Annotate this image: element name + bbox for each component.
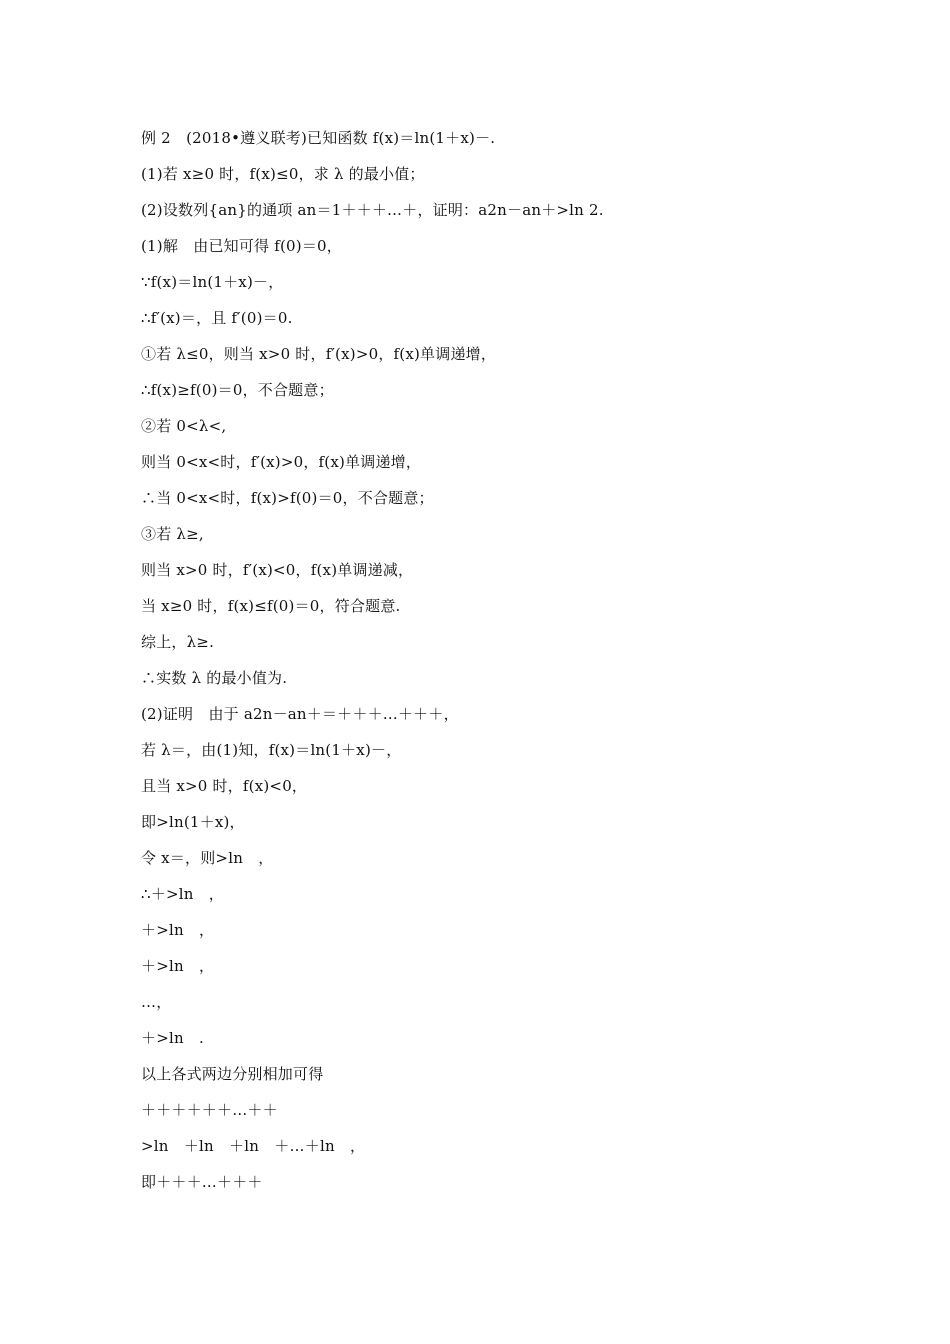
text-line: ∴f′(x)＝，且 f′(0)＝0. [141, 309, 293, 327]
text-line: >ln ＋ln ＋ln ＋…＋ln ， [141, 1137, 366, 1155]
text-line: ＋>ln ， [141, 957, 215, 975]
text-line: 且当 x>0 时，f(x)<0， [141, 777, 308, 795]
text-line: ＋>ln . [141, 1029, 204, 1047]
text-line: ∴＋>ln ， [141, 885, 224, 903]
text-line: (2)设数列{an}的通项 an＝1＋＋＋…＋，证明：a2n－an＋>ln 2. [141, 201, 604, 219]
text-line: 以上各式两边分别相加可得 [141, 1065, 324, 1083]
text-line: 则当 x>0 时，f′(x)<0，f(x)单调递减， [141, 561, 414, 579]
text-line: ∵f(x)＝ln(1＋x)－， [141, 273, 284, 291]
text-line: (1)若 x≥0 时，f(x)≤0，求 λ 的最小值； [141, 165, 425, 183]
text-line: ①若 λ≤0，则当 x>0 时，f′(x)>0，f(x)单调递增， [141, 345, 497, 363]
text-line: 令 x＝，则>ln ， [141, 849, 274, 867]
text-line: (1)解 由已知可得 f(0)＝0， [141, 237, 342, 255]
text-line: ③若 λ≥, [141, 525, 204, 543]
text-line: ②若 0<λ<, [141, 417, 227, 435]
text-line: ＋＋＋＋＋＋…＋＋ [141, 1101, 278, 1119]
text-line: ∴f(x)≥f(0)＝0，不合题意； [141, 381, 334, 399]
text-line: (2)证明 由于 a2n－an＋＝＋＋＋…＋＋＋， [141, 705, 459, 723]
text-line: 综上，λ≥. [141, 633, 215, 651]
text-line: 则当 0<x<时，f′(x)>0，f(x)单调递增， [141, 453, 422, 471]
text-line: 即>ln(1＋x)， [141, 813, 245, 831]
text-line: 例 2 (2018•遵义联考)已知函数 f(x)＝ln(1＋x)－. [141, 129, 496, 147]
text-line: 即＋＋＋…＋＋＋ [141, 1173, 263, 1191]
text-line: 当 x≥0 时，f(x)≤f(0)＝0，符合题意. [141, 597, 401, 615]
text-line: …， [141, 993, 172, 1011]
text-line: ＋>ln ， [141, 921, 215, 939]
text-line: 若 λ＝，由(1)知，f(x)＝ln(1＋x)－， [141, 741, 402, 759]
text-line: ∴实数 λ 的最小值为. [141, 669, 288, 687]
solution-text [141, 126, 861, 1206]
text-line: ∴当 0<x<时，f(x)>f(0)＝0，不合题意； [141, 489, 434, 507]
